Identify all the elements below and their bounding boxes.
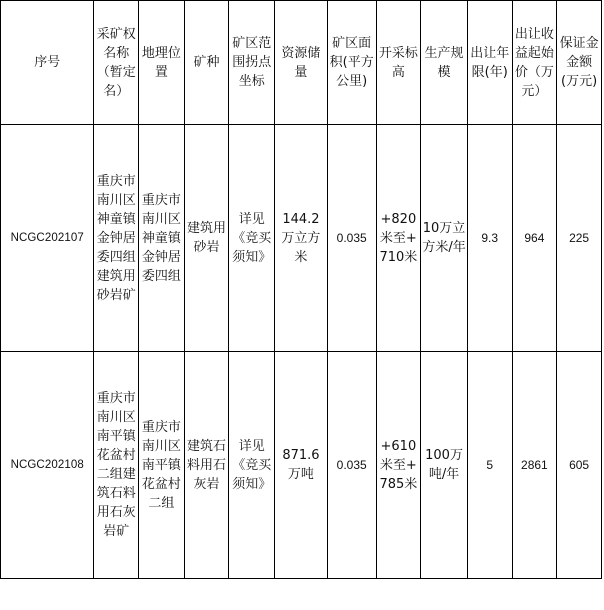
- header-transfer-years: 出让年限(年): [467, 1, 512, 125]
- row-coordinates: 详见《竞买须知》: [229, 352, 275, 579]
- row-deposit: 225: [557, 125, 602, 352]
- header-production-scale: 生产规模: [421, 1, 468, 125]
- row-production-scale: 100万吨/年: [421, 352, 468, 579]
- row-coordinates: 详见《竞买须知》: [229, 125, 275, 352]
- header-mining-right-name: 采矿权名称（暂定名）: [94, 1, 139, 125]
- row-mineral-type: 建筑用砂岩: [184, 125, 229, 352]
- row-elevation: +820米至+710米: [376, 125, 421, 352]
- header-location: 地理位置: [139, 1, 185, 125]
- row-serial-number: NCGC202107: [1, 125, 94, 352]
- row-area: 0.035: [327, 125, 376, 352]
- header-row: [1, 1, 602, 125]
- row-serial-number: NCGC202108: [1, 352, 94, 579]
- row-reserves: 871.6万吨: [275, 352, 328, 579]
- header-area: 矿区面积(平方公里): [327, 1, 376, 125]
- header-deposit: 保证金金额(万元): [557, 1, 602, 125]
- row-start-price: 964: [512, 125, 557, 352]
- row-deposit: 605: [557, 352, 602, 579]
- row-production-scale: 10万立方米/年: [421, 125, 468, 352]
- row-mining-right-name: 重庆市南川区南平镇花盆村二组建筑石料用石灰岩矿: [94, 352, 139, 579]
- header-reserves: 资源储量: [275, 1, 328, 125]
- header-coordinates: 矿区范围拐点坐标: [229, 1, 275, 125]
- row-elevation: +610米至+785米: [376, 352, 421, 579]
- table-row: [1, 352, 602, 579]
- row-location: 重庆市南川区神童镇金钟居委四组: [139, 125, 185, 352]
- header-mineral-type: 矿种: [184, 1, 229, 125]
- row-location: 重庆市南川区南平镇花盆村二组: [139, 352, 185, 579]
- row-start-price: 2861: [512, 352, 557, 579]
- header-elevation: 开采标高: [376, 1, 421, 125]
- row-transfer-years: 9.3: [467, 125, 512, 352]
- row-mineral-type: 建筑石料用石灰岩: [184, 352, 229, 579]
- row-transfer-years: 5: [467, 352, 512, 579]
- row-area: 0.035: [327, 352, 376, 579]
- header-start-price: 出让收益起始价（万元）: [512, 1, 557, 125]
- table-row: [1, 125, 602, 352]
- row-reserves: 144.2万立方米: [275, 125, 328, 352]
- row-mining-right-name: 重庆市南川区神童镇金钟居委四组建筑用砂岩矿: [94, 125, 139, 352]
- header-serial-number: 序号: [1, 1, 94, 125]
